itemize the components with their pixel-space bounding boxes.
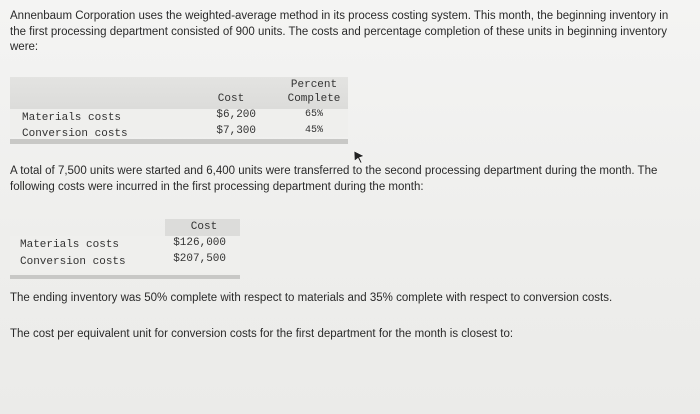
cost-column-header: Cost	[217, 93, 245, 105]
question-paragraph: The cost per equivalent unit for conversion costs for the first department for the month is closest to:	[10, 328, 514, 340]
row-label-conversion: Conversion costs	[22, 128, 128, 140]
mouse-pointer-icon	[353, 150, 365, 164]
percent-column-header-line1: Percent	[290, 79, 338, 91]
cost-cell-materials: $6,200	[216, 109, 256, 121]
row-label-conversion: Conversion costs	[20, 256, 126, 268]
row-label-materials: Materials costs	[22, 112, 122, 124]
percent-cell-materials: 65%	[304, 109, 323, 120]
cost-column-header: Cost	[190, 221, 218, 233]
row-label-materials: Materials costs	[20, 239, 120, 251]
cost-cell-conversion: $7,300	[216, 125, 256, 137]
cost-cell-conversion: $207,500	[173, 253, 226, 265]
intro-paragraph: Annenbaum Corporation uses the weighted-average method in its process costing system. This month, the beginning inventory in the first processing department consisted of 900 units. The costs and percentage completion of these units in beginning inventory were:	[10, 10, 669, 53]
table-bottom-rule	[10, 275, 240, 279]
mid-paragraph: A total of 7,500 units were started and 6,400 units were transferred to the second processing department during the month. The following costs were incurred in the first processing department during the month:	[10, 165, 658, 193]
percent-column-header-line2: Complete	[287, 93, 341, 105]
current-costs-table	[10, 219, 240, 281]
percent-cell-conversion: 45%	[304, 125, 323, 136]
ending-inventory-paragraph: The ending inventory was 50% complete with respect to materials and 35% complete with respect to conversion costs.	[10, 292, 613, 304]
cost-cell-materials: $126,000	[173, 237, 226, 249]
beginning-inventory-table	[10, 77, 348, 143]
